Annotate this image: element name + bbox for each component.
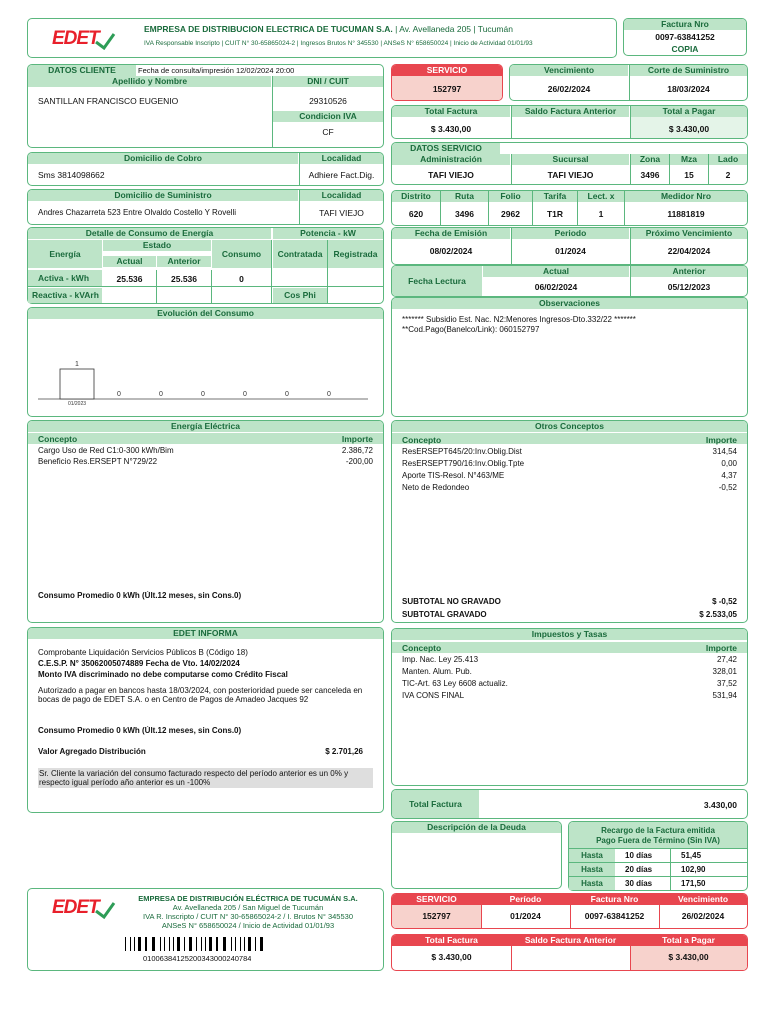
footer-venc: 26/02/2024 [681,911,725,921]
concept-name: TIC-Art. 63 Ley 6608 actualiz. [402,679,508,688]
datos-servicio-title: DATOS SERVICIO [392,143,500,154]
suministro-localidad-label: Localidad [300,190,383,201]
informa-promedio: Consumo Promedio 0 kWh (Últ.12 meses, sin Cons.0) [38,726,242,735]
evolucion-box [27,307,384,417]
estado-actual-label: Actual [103,256,156,267]
concept-row [402,471,737,483]
barcode-image [125,937,273,951]
vencimiento-date: 26/02/2024 [547,84,591,94]
corte-label: Corte de Suministro [630,65,747,76]
recargo-valor: 51,45 [681,851,702,860]
barcode-bar [184,937,185,951]
concept-name: ResERSEPT790/16:Inv.Oblig.Tpte [402,459,525,468]
saldo-label: Saldo Factura Anterior [512,106,629,117]
otros-concepto-label: Concepto [402,435,442,445]
concept-row [402,667,737,679]
barcode-bar [201,937,202,951]
barcode-bar [189,937,192,951]
energia-label: Energía [28,240,102,268]
edet-informa-title: EDET INFORMA [28,628,383,639]
barcode-bar [145,937,147,951]
recargo-dias: 30 días [625,879,653,888]
consumo-detalle-box [27,227,384,304]
barcode-bar [125,937,126,951]
energia-title: Energía Eléctrica [28,421,383,432]
suministro-domicilio: Andres Chazarreta 523 Entre Olvaldo Costello Y Rovelli [38,208,237,217]
lectura-label: Fecha Lectura [392,266,482,296]
chart-value-label: 0 [327,391,331,398]
lect-value: 1 [598,209,604,219]
footer-saldo-label: Saldo Factura Anterior [511,935,630,946]
recargo-valor: 171,50 [681,879,706,888]
concept-amount: 531,94 [712,691,737,700]
sucursal-label: Sucursal [512,154,629,165]
energia-importe-label: Importe [341,434,373,444]
contratada-label: Contratada [273,240,327,268]
barcode-bar [248,937,251,951]
zona-label: Zona [631,154,669,165]
consumo-title: Detalle de Consumo de Energía [28,228,271,239]
barcode-bar [255,937,256,951]
invoice-number-box [623,18,747,56]
recargo-title2: Pago Fuera de Término (Sin IVA) [596,836,720,845]
concept-amount: 2.386,72 [341,446,373,455]
invoice-copy: COPIA [671,44,699,54]
concept-name: ResERSEPT645/20:Inv.Oblig.Dist [402,447,522,456]
footer-periodo: 01/2024 [510,911,541,921]
observaciones-box [391,297,748,417]
cobro-localidad: Adhiere Fact.Dig. [308,170,375,180]
chart-value-label: 0 [117,391,121,398]
sucursal-value: TAFI VIEJO [547,170,594,180]
footer-address: Av. Avellaneda 205 / San Miguel de Tucumán [172,903,324,912]
barcode-bar [177,937,180,951]
barcode-bar [240,937,241,951]
barcode-bar [134,937,135,951]
ruta-label: Ruta [441,191,488,202]
impuestos-importe-label: Importe [705,643,737,653]
cobro-domicilio: Sms 3814098662 [38,170,105,180]
concept-amount: 314,54 [712,447,737,456]
concept-row [38,446,373,457]
barcode-bar [223,937,226,951]
concept-row [402,691,737,703]
evolucion-title: Evolución del Consumo [28,308,383,319]
concept-row [402,679,737,691]
footer-total: $ 3.430,00 [431,952,472,962]
recargo-row [569,862,747,876]
lectura-anterior-label: Anterior [631,266,747,277]
recargo-hasta: Hasta [569,877,615,890]
domicilio-cobro-box [27,152,384,186]
reactiva-label: Reactiva - kVArh [28,288,102,303]
company-address: | Av. Avellaneda 205 | Tucumán [395,24,513,34]
suministro-domicilio-label: Domicilio de Suministro [28,190,298,201]
mza-label: Mza [670,154,708,165]
chart-value-label: 0 [243,391,247,398]
footer-servicio-label: SERVICIO [392,894,481,905]
ruta-value: 3496 [455,209,474,219]
estado-anterior-label: Anterior [157,256,211,267]
admin-value: TAFI VIEJO [428,170,474,180]
vencimiento-label: Vencimiento [510,65,628,76]
concept-name: Neto de Redondeo [402,483,470,492]
lado-label: Lado [709,154,747,165]
registrada-label: Registrada [328,240,383,268]
informa-variacion-note: Sr. Cliente la variación del consumo facturado respecto del período anterior es un 0% y respecto igual período año anterior es un -100% [38,768,373,788]
client-dni: 29310526 [309,96,347,106]
totales-box [391,105,748,139]
concept-amount: 37,52 [716,679,737,688]
footer-factura-label: Factura Nro [570,894,659,905]
recargo-hasta: Hasta [569,849,615,862]
otros-box [391,420,748,623]
concept-row [402,655,737,667]
footer-tax-info: IVA R. Inscripto / CUIT N° 30-65865024-2 / I. Brutos N° 345530 [143,912,353,921]
suministro-localidad: TAFI VIEJO [319,208,364,218]
total-pagar: $ 3.430,00 [668,124,710,134]
zona-value: 3496 [640,170,660,180]
barcode-bar [260,937,263,951]
tarifa-value: T1R [546,209,564,219]
total-factura-bottom-value: 3.430,00 [703,800,737,810]
barcode-bar [173,937,174,951]
recargo-dias: 10 días [625,851,653,860]
informa-iva-note: Monto IVA discriminado no debe computarse como Crédito Fiscal [38,670,288,679]
barcode-bar [205,937,206,951]
footer-pagar: $ 3.430,00 [668,952,709,962]
tarifa-label: Tarifa [533,191,577,202]
proximo-date: 22/04/2024 [667,246,711,256]
concept-row [402,459,737,471]
informa-line1: Comprobante Liquidación Servicios Públicos B (Código 18) [38,648,248,657]
concept-name: Beneficio Res.ERSEPT N°729/22 [38,457,158,466]
datos-cliente-title: DATOS CLIENTE [28,65,136,76]
vencimiento-box [509,64,748,101]
cosphi-label: Cos Phi [273,288,327,303]
concept-row [402,447,737,459]
concept-amount: -200,00 [345,457,373,466]
chart-value-label: 1 [75,361,79,368]
barcode-bar [130,937,131,951]
concept-name: IVA CONS FINAL [402,691,465,700]
recargo-title1: Recargo de la Factura emitida [601,826,715,835]
footer-servicio: 152797 [422,911,451,921]
lect-label: Lect. x [578,191,624,202]
otros-importe-label: Importe [705,435,737,445]
footer-pagar-label: Total a Pagar [630,935,747,946]
chart-value-label: 0 [201,391,205,398]
deuda-title: Descripción de la Deuda [392,822,561,833]
concept-name: Imp. Nac. Ley 25.413 [402,655,479,664]
barcode-number: 01006384125200343000240784 [143,954,252,963]
recargo-dias: 20 días [625,865,653,874]
distrito-label: Distrito [392,191,440,202]
lectura-anterior: 05/12/2023 [667,282,711,292]
energia-box [27,420,384,623]
mza-value: 15 [684,170,694,180]
activa-anterior: 25.536 [171,274,197,284]
footer-servicio-box [391,893,748,929]
recargo-valor: 102,90 [681,865,706,874]
energia-promedio: Consumo Promedio 0 kWh (Últ.12 meses, sin Cons.0) [38,591,242,600]
admin-label: Administración [392,154,510,165]
concept-row [402,483,737,495]
footer-total-label: Total Factura [392,935,511,946]
dni-label: DNI / CUIT [273,76,383,87]
lectura-actual: 06/02/2024 [534,282,578,292]
impuestos-box [391,628,748,786]
informa-autorizado: Autorizado a pagar en bancos hasta 18/03/2024, con posterioridad puede ser canceleda en bocas de pago de EDET S.A. o en Centro de Pagos de Amadeo Jacques 92 [38,686,363,704]
datos-cliente-box [27,64,384,148]
observaciones-line1: ******* Subsidio Est. Nac. N2:Menores Ingresos-Dto.332/22 ******* [402,315,636,324]
cobro-localidad-label: Localidad [300,153,383,164]
consumo-label: Consumo [212,240,271,268]
servicio-label: SERVICIO [392,65,502,76]
barcode-bar [169,937,170,951]
barcode-bar [164,937,165,951]
energia-concepto-label: Concepto [38,434,78,444]
print-date: Fecha de consulta/impresión 12/02/2024 20:00 [138,66,295,75]
folio-value: 2962 [501,209,520,219]
cobro-domicilio-label: Domicilio de Cobro [28,153,298,164]
domicilio-suministro-box [27,189,384,225]
edet-informa-box [27,627,384,813]
concept-amount: 4,37 [721,471,737,480]
client-name: SANTILLAN FRANCISCO EUGENIO [38,96,179,106]
concept-row [38,457,373,468]
barcode-bar [216,937,218,951]
concept-amount: 328,01 [712,667,737,676]
name-label: Apellido y Nombre [28,76,271,87]
corte-date: 18/03/2024 [667,84,710,94]
subtotal-no-gravado-label: SUBTOTAL NO GRAVADO [402,597,501,606]
company-name: EMPRESA DE DISTRIBUCION ELECTRICA DE TUCUMAN S.A. [144,24,393,34]
potencia-title: Potencia - kW [273,228,383,239]
servicio-number: 152797 [432,84,462,94]
barcode-bar [244,937,245,951]
recargo-hasta: Hasta [569,863,615,876]
impuestos-title: Impuestos y Tasas [392,629,747,640]
impuestos-concepto-label: Concepto [402,643,442,653]
servicio-box [391,64,503,101]
total-pagar-label: Total a Pagar [631,106,747,117]
activa-label: Activa - kWh [28,270,102,286]
otros-title: Otros Conceptos [392,421,747,432]
concept-amount: -0,52 [718,483,737,492]
total-factura-bottom-label: Total Factura [392,790,479,818]
periodo-value: 01/2024 [555,246,586,256]
footer-factura: 0097-63841252 [584,911,645,921]
observaciones-line2: **Cod.Pago(Banelco/Link): 060152797 [402,325,540,334]
lectura-box [391,265,748,297]
emision-date: 08/02/2024 [429,246,473,256]
company-header [27,18,617,58]
client-iva: CF [322,127,334,137]
folio-label: Folio [489,191,532,202]
periodo-label: Periodo [512,228,629,239]
barcode-bar [160,937,161,951]
concept-amount: 27,42 [716,655,737,664]
lectura-actual-label: Actual [483,266,629,277]
chart-value-label: 0 [285,391,289,398]
lado-value: 2 [725,170,731,180]
consumption-chart [38,322,368,412]
recargo-box [568,821,748,891]
recargo-row [569,876,747,890]
emision-label: Fecha de Emisión [392,228,510,239]
concept-amount: 0,00 [721,459,737,468]
vad-value: $ 2.701,26 [325,747,363,756]
total-factura: $ 3.430,00 [430,124,472,134]
fechas-box [391,227,748,265]
distrito-value: 620 [408,209,424,219]
invoice-number-label: Factura Nro [624,19,746,30]
subtotal-gravado-label: SUBTOTAL GRAVADO [402,610,487,619]
chart-bar [60,369,94,399]
deuda-box [391,821,562,889]
chart-category-label: 01/2023 [67,401,87,407]
barcode-bar [209,937,212,951]
footer-company-name: EMPRESA DE DISTRIBUCIÓN ELÉCTRICA DE TUCUMÁN S.A. [138,894,358,903]
activa-actual: 25.536 [116,274,143,284]
invoice-number: 0097-63841252 [655,32,715,42]
footer-box [27,888,384,971]
footer-anses: ANSeS N° 658650024 / Inicio de Actividad 01/01/93 [161,921,335,930]
total-factura-box [391,789,748,819]
edet-logo: EDET [52,28,116,50]
medidor-box [391,190,748,226]
barcode-bar [235,937,236,951]
estado-label: Estado [103,240,211,251]
footer-totales-box [391,934,748,971]
medidor-value: 11881819 [667,209,705,219]
vad-label: Valor Agregado Distribución [38,747,146,756]
observaciones-title: Observaciones [392,298,747,309]
informa-cesp: C.E.S.P. N° 35062005074889 Fecha de Vto. 14/02/2024 [38,659,240,668]
iva-label: Condicion IVA [273,111,383,122]
total-factura-label: Total Factura [392,106,510,117]
subtotal-gravado: $ 2.533,05 [699,610,737,619]
footer-edet-logo: EDET [52,897,116,919]
footer-periodo-label: Período [481,894,570,905]
footer-venc-label: Vencimiento [659,894,747,905]
barcode-bar [196,937,197,951]
recargo-row [569,848,747,862]
barcode-bar [138,937,141,951]
chart-value-label: 0 [159,391,163,398]
concept-name: Cargo Uso de Red C1:0-300 kWh/Bim [38,446,174,455]
barcode-bar [231,937,232,951]
medidor-label: Medidor Nro [625,191,747,202]
subtotal-no-gravado: $ -0,52 [712,597,737,606]
company-tax-info: IVA Responsable Inscripto | CUIT N° 30-65865024-2 | Ingresos Brutos N° 345530 | ANSeS N° 658650024 | Inicio de Actividad 01/01/93 [144,40,533,47]
concept-name: Manten. Alum. Pub. [402,667,472,676]
concept-name: Aporte TIS-Resol. N°463/ME [402,471,505,480]
datos-servicio-box [391,142,748,185]
barcode-bar [152,937,155,951]
proximo-label: Próximo Vencimiento [631,228,747,239]
activa-consumo: 0 [239,274,244,284]
